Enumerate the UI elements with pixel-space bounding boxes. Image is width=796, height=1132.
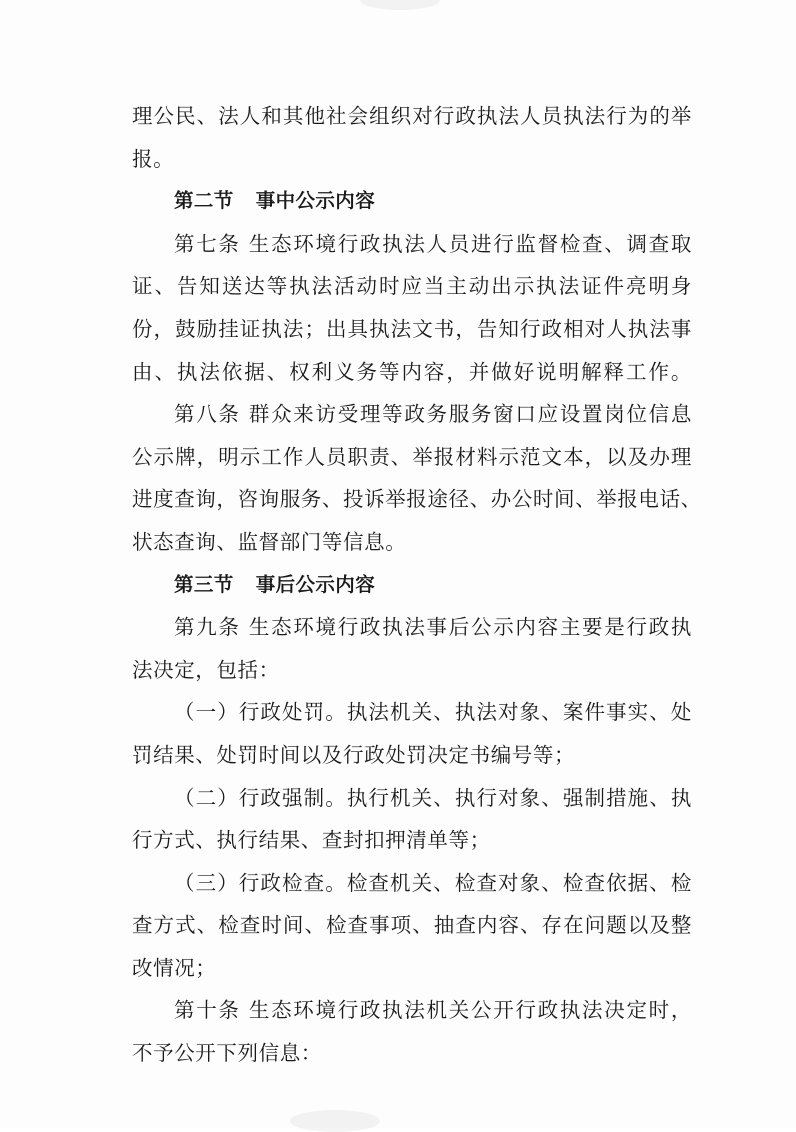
- article-9-line-1: 第九条 生态环境行政执法事后公示内容主要是行政执: [174, 615, 692, 640]
- article-8-line-2: 公示牌，明示工作人员职责、举报材料示范文本，以及办理: [132, 444, 692, 469]
- section-title: 事中公示内容: [255, 189, 376, 213]
- article-8-line-3: 进度查询，咨询服务、投诉举报途径、办公时间、举报电话、: [132, 487, 702, 512]
- article-9-line-2: 法决定，包括：: [132, 657, 280, 682]
- item-2-line-1: （二）行政强制。执行机关、执行对象、强制措施、执: [174, 785, 692, 810]
- article-7-line-1: 第七条 生态环境行政执法人员进行监督检查、调查取: [174, 231, 692, 256]
- section-number: 第三节: [174, 572, 234, 596]
- item-1-line-1: （一）行政处罚。执法机关、执法对象、案件事实、处: [174, 700, 692, 725]
- body-line-1: 理公民、法人和其他社会组织对行政执法人员执法行为的举: [132, 104, 692, 128]
- article-7-line-3: 份，鼓励挂证执法；出具执法文书，告知行政相对人执法事: [132, 316, 692, 341]
- item-3-line-3: 改情况；: [132, 955, 217, 980]
- article-10-line-1: 第十条 生态环境行政执法机关公开行政执法决定时，: [174, 998, 692, 1023]
- article-7-line-2: 证、告知送达等执法活动时应当主动出示执法证件亮明身: [132, 274, 692, 299]
- section-heading-3: [132, 564, 692, 607]
- item-2-line-2: 行方式、执行结果、查封扣押清单等；: [132, 828, 491, 853]
- item-3-line-2: 查方式、检查时间、检查事项、抽查内容、存在问题以及整: [132, 913, 692, 938]
- item-3-line-1: （三）行政检查。检查机关、检查对象、检查依据、检: [174, 870, 692, 895]
- scan-smudge-top: [360, 0, 440, 10]
- article-8-line-4: 状态查询、监督部门等信息。: [132, 529, 407, 554]
- document-body: [132, 95, 702, 1075]
- article-10-line-2: 不予公开下列信息：: [132, 1041, 322, 1066]
- body-line-2: 报。: [132, 146, 175, 171]
- scan-smudge-bottom: [290, 1110, 380, 1132]
- section-number: 第二节: [174, 189, 234, 213]
- article-7-line-4: 由、执法依据、权利义务等内容，并做好说明解释工作。: [132, 359, 692, 384]
- item-1-line-2: 罚结果、处罚时间以及行政处罚决定书编号等；: [132, 742, 576, 767]
- article-8-line-1: 第八条 群众来访受理等政务服务窗口应设置岗位信息: [174, 402, 692, 427]
- section-heading-2: [132, 180, 692, 223]
- section-title: 事后公示内容: [255, 572, 376, 596]
